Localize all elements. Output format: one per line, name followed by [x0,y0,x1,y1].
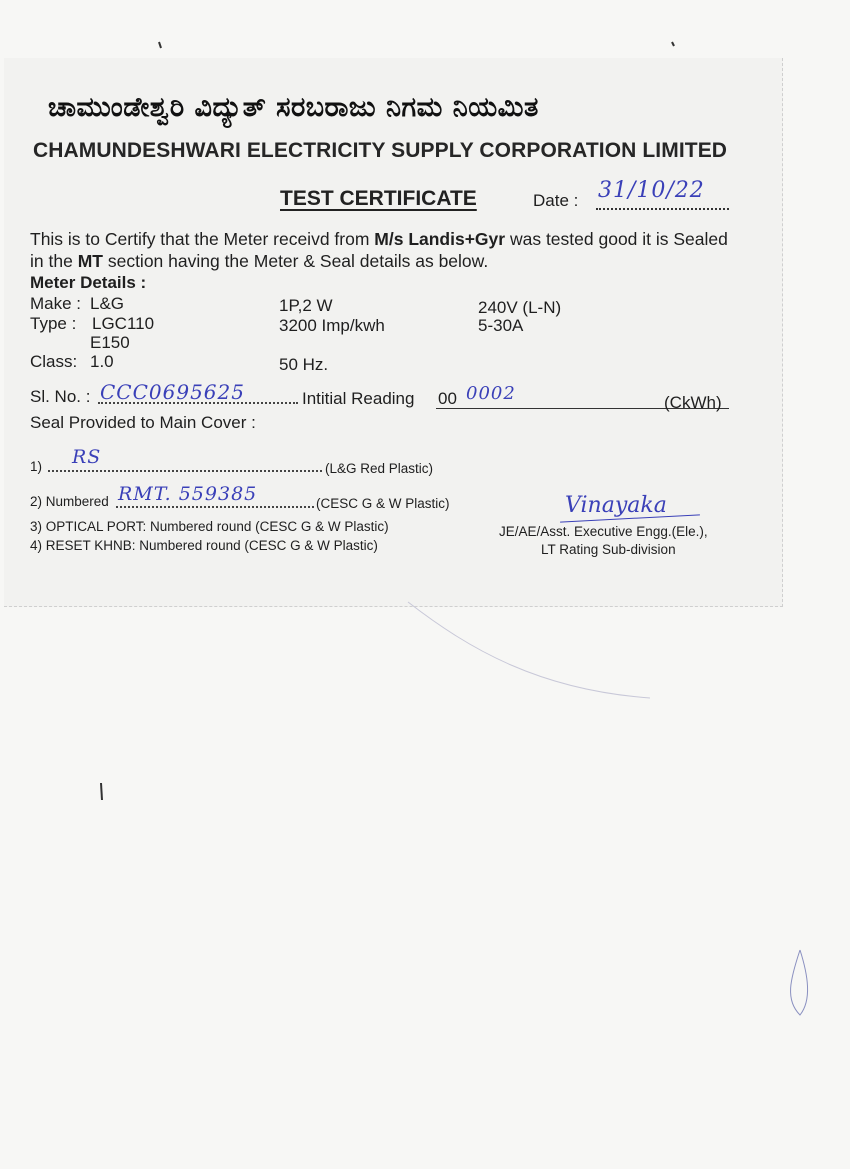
seal-item2-prefix: 2) Numbered [30,494,109,509]
certificate-title: TEST CERTIFICATE [280,187,477,210]
designation-line2: LT Rating Sub-division [541,542,676,557]
class-label: Class: [30,352,78,371]
seal-heading: Seal Provided to Main Cover : [30,413,256,432]
meter-constant: 3200 Imp/kwh [279,316,385,335]
meter-details-heading: Meter Details : [30,273,147,292]
phase-wire: 1P,2 W [279,296,333,315]
seal-item1-type: (L&G Red Plastic) [325,461,434,476]
seal-item2-type: (CESC G & W Plastic) [316,496,450,511]
frequency: 50 Hz. [279,355,329,374]
seal-item2-handwritten: RMT. 559385 [118,483,258,505]
date-handwritten: 31/10/22 [598,178,705,203]
corporation-name: CHAMUNDESHWARI ELECTRICITY SUPPLY CORPORATION LIMITED [33,139,728,162]
initial-reading-handwritten: 0002 [466,383,516,404]
seal-item3: 3) OPTICAL PORT: Numbered round (CESC G & W Plastic) [30,519,389,534]
certify-text-part2: was tested good it is Sealed in the [30,229,728,271]
make-label: Make : [30,294,82,313]
seal-item1-handwritten: RS [72,446,102,468]
date-label: Date : [533,191,579,210]
signature: Vinayaka [565,493,667,518]
initial-reading-prefix: 00 [438,389,457,408]
designation-line1: JE/AE/Asst. Executive Engg.(Ele.), [499,524,708,539]
serial-handwritten: CCC0695625 [100,380,245,404]
initial-reading-label: Intitial Reading [302,389,415,408]
seal-item4: 4) RESET KHNB: Numbered round (CESC G & W Plastic) [30,538,378,553]
type-label: Type : [30,314,77,333]
make-value: L&G [90,294,125,313]
kannada-title: ಚಾಮುಂಡೇಶ್ವರಿ ವಿದ್ಯುತ್ ಸರಬರಾಜು ನಿಗಮ ನಿಯಮಿತ [48,92,539,123]
voltage-rating: 240V (L-N) [478,298,562,317]
certify-text-part3: section having the Meter & Seal details as below. [102,251,489,271]
current-rating: 5-30A [478,316,524,335]
serial-label: Sl. No. : [30,387,91,406]
type-value-2: E150 [90,333,130,352]
type-value: LGC110 [92,314,155,333]
class-value: 1.0 [90,352,114,371]
reading-unit: (CkWh) [664,393,722,412]
seal-item1-prefix: 1) [30,459,43,474]
section-name: MT [77,251,103,271]
certify-text-part1: This is to Certify that the Meter receivd from [30,229,375,249]
vendor-name: M/s Landis+Gyr [374,229,506,249]
